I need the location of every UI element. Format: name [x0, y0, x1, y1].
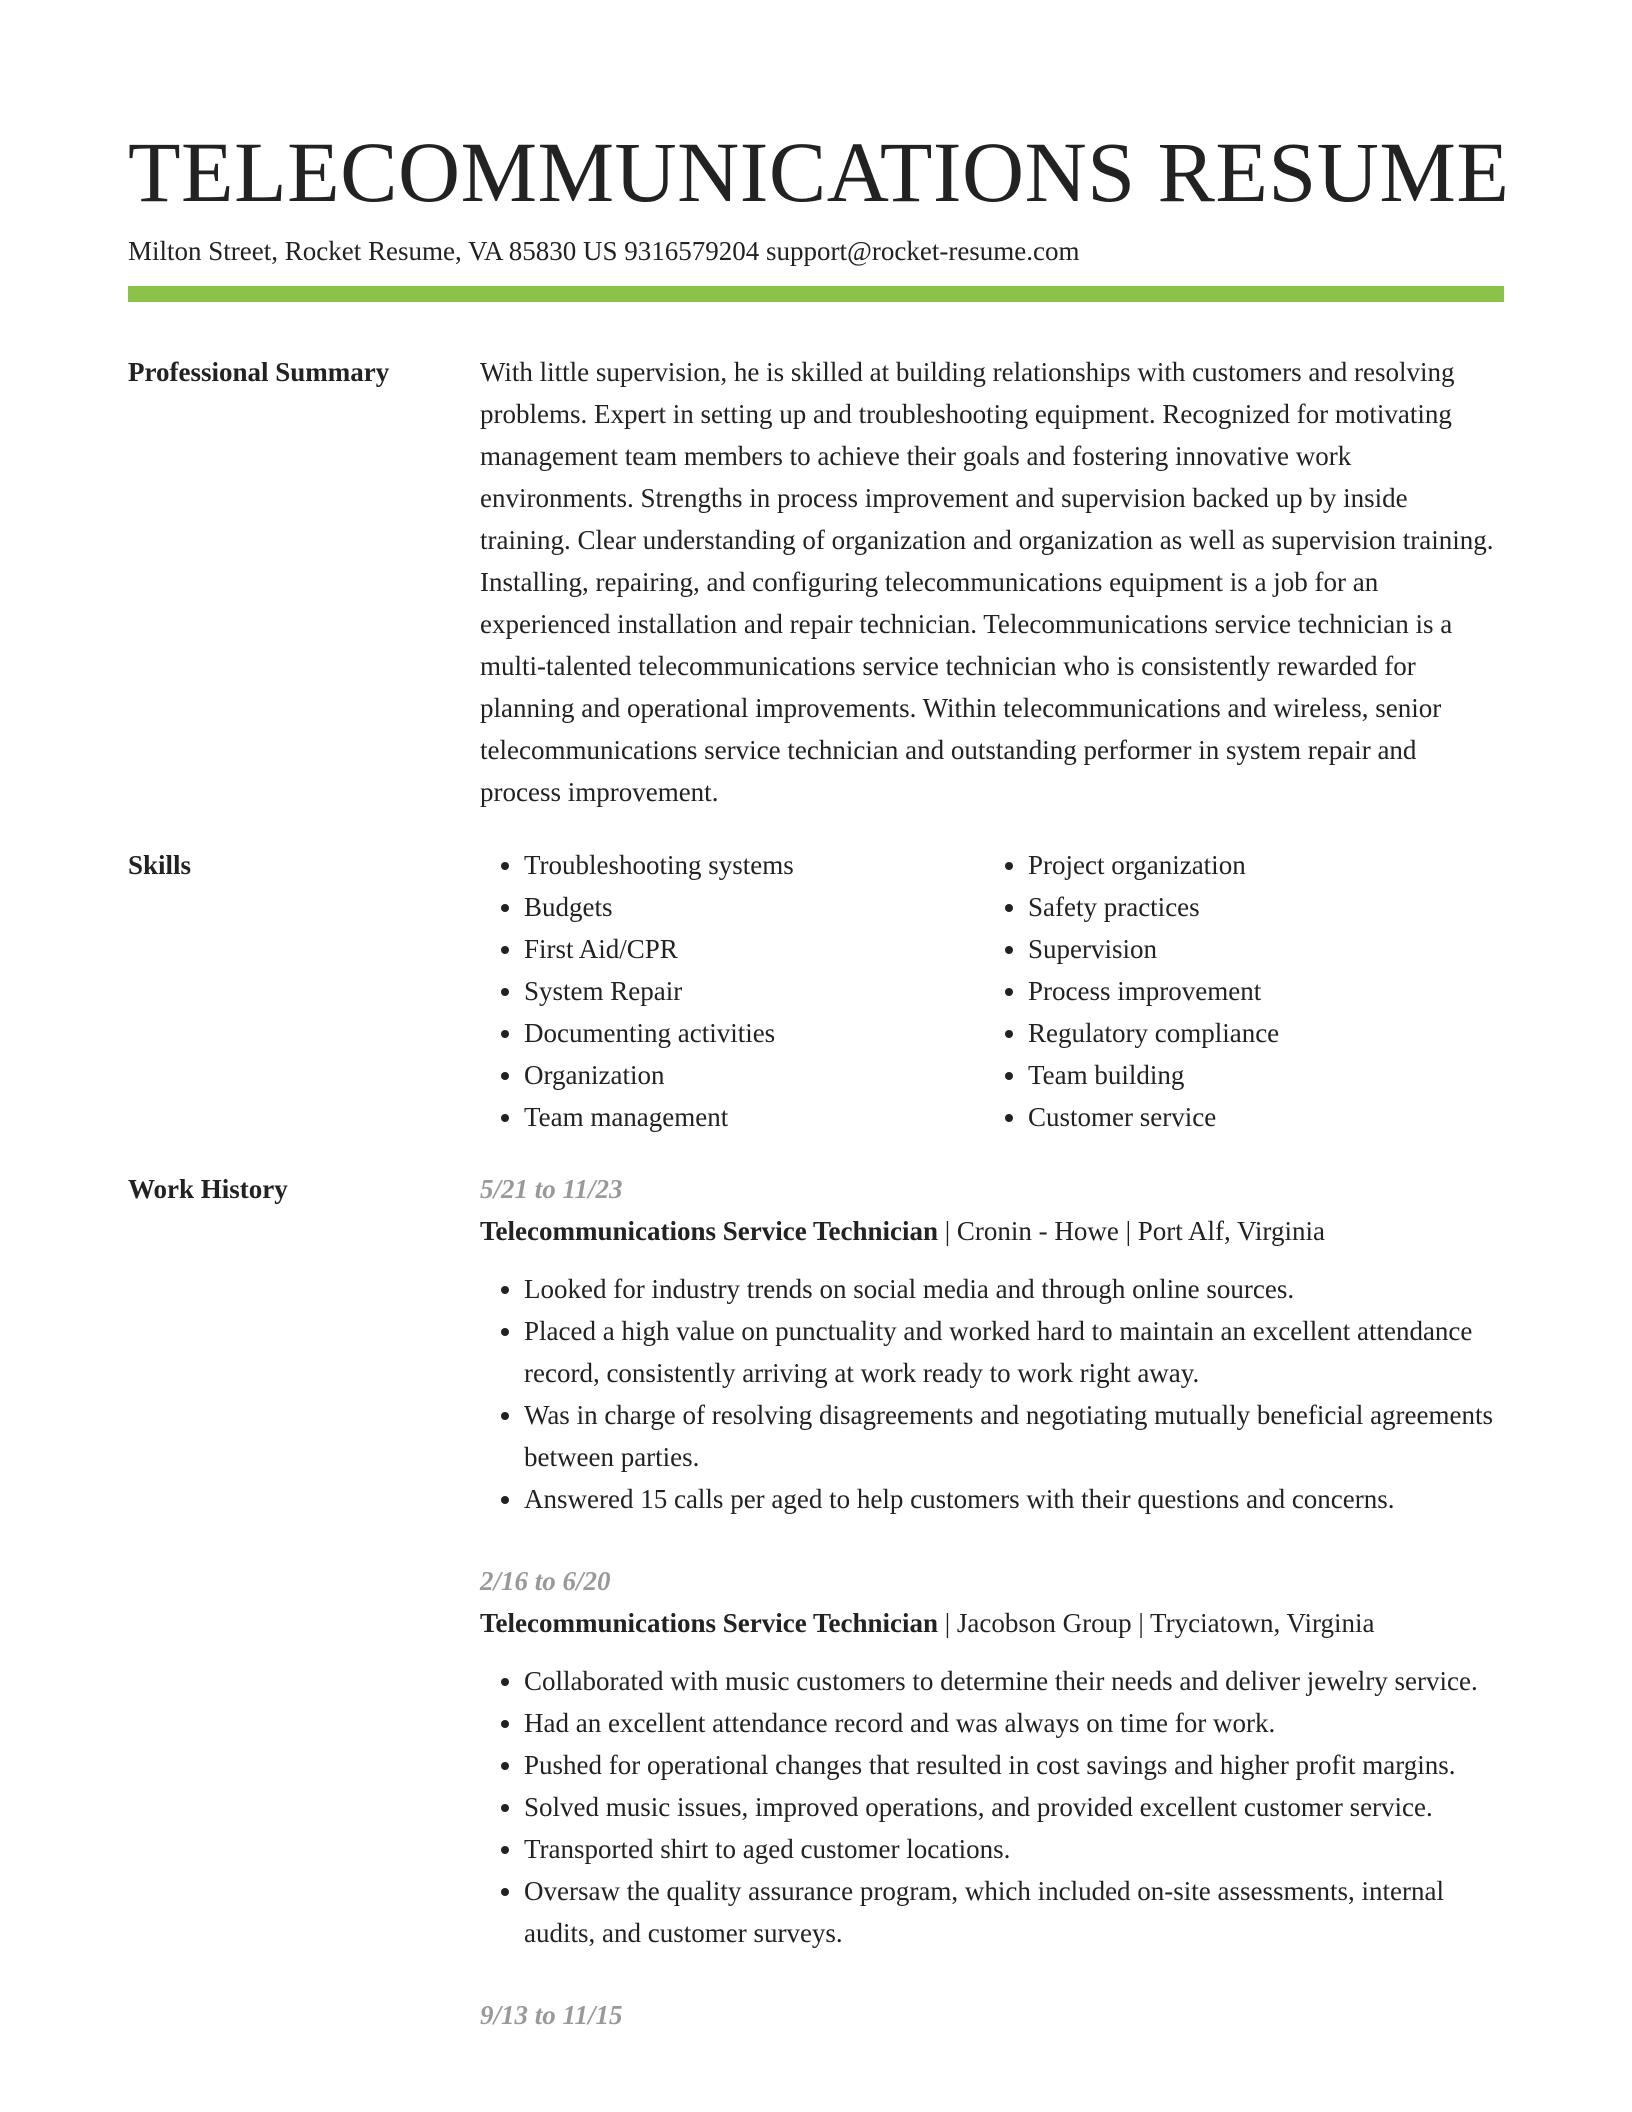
skill-item: • System Repair — [524, 970, 984, 1012]
skill-item: • Troubleshooting systems — [524, 844, 984, 886]
job-entry — [480, 1994, 1504, 2036]
skill-item: • First Aid/CPR — [524, 928, 984, 970]
section-label-skills: Skills — [128, 850, 192, 880]
job-dates: 5/21 to 11/23 — [480, 1174, 623, 1204]
section-label-work-history: Work History — [128, 1174, 288, 1204]
skill-item: • Safety practices — [1028, 886, 1488, 928]
resume-page — [128, 0, 1510, 2076]
job-bullet: • Looked for industry trends on social media and through online sources. — [524, 1268, 1504, 1310]
skill-item: • Team management — [524, 1096, 984, 1138]
contact-line: Milton Street, Rocket Resume, VA 85830 US 9316579204 support@rocket-resume.com — [128, 236, 1080, 266]
skill-item: • Documenting activities — [524, 1012, 984, 1054]
job-bullet: • Answered 15 calls per aged to help customers with their questions and concerns. — [524, 1478, 1504, 1520]
skills-columns — [480, 844, 1504, 1138]
skill-item: • Organization — [524, 1054, 984, 1096]
job-entry — [480, 1560, 1504, 1954]
summary-body — [480, 351, 1504, 813]
job-company-location: | Cronin - Howe | Port Alf, Virginia — [938, 1216, 1325, 1246]
job-bullet: • Pushed for operational changes that resulted in cost savings and higher profit margins. — [524, 1744, 1504, 1786]
job-title: Telecommunications Service Technician — [480, 1608, 938, 1638]
job-dates: 2/16 to 6/20 — [480, 1566, 611, 1596]
job-dates: 9/13 to 11/15 — [480, 2000, 623, 2030]
job-bullet: • Placed a high value on punctuality and worked hard to maintain an excellent attendance record, consistently arriving at work ready to work right away. — [524, 1310, 1504, 1394]
job-heading — [480, 1210, 1504, 1252]
job-bullet: • Oversaw the quality assurance program, which included on-site assessments, internal audits, and customer surveys. — [524, 1870, 1504, 1954]
skill-item: • Regulatory compliance — [1028, 1012, 1488, 1054]
skills-list-right — [984, 844, 1488, 1138]
job-company-location: | Jacobson Group | Tryciatown, Virginia — [938, 1608, 1375, 1638]
resume-title: TELECOMMUNICATIONS RESUME — [128, 124, 1510, 220]
job-bullet-list — [480, 1660, 1504, 1954]
skill-item: • Process improvement — [1028, 970, 1488, 1012]
summary-text: With little supervision, he is skilled at building relationships with customers and resolving problems. Expert in setting up and troubleshooting equipment. Recognized for motivating management team members to achieve their goals and fostering innovative work environments. Strengths in process improvement and supervision backed up by inside training. Clear understanding of organization and organization as well as supervision training. Installing, repairing, and configuring telecommunications equipment is a job for an experienced installation and repair technician. Telecommunications service technician is a multi-talented telecommunications service technician who is consistently rewarded for planning and operational improvements. Within telecommunications and wireless, senior telecommunications service technician and outstanding performer in system repair and process improvement. — [480, 357, 1494, 807]
professional-summary-section — [128, 351, 1504, 813]
work-history-body — [480, 1168, 1504, 2076]
job-entry — [480, 1168, 1504, 1520]
work-history-section — [128, 1168, 1504, 2076]
skill-item: • Supervision — [1028, 928, 1488, 970]
job-bullet-list — [480, 1268, 1504, 1520]
job-heading — [480, 1602, 1504, 1644]
job-bullet: • Transported shirt to aged customer locations. — [524, 1828, 1504, 1870]
accent-divider — [128, 286, 1504, 302]
job-bullet: • Had an excellent attendance record and was always on time for work. — [524, 1702, 1504, 1744]
job-title: Telecommunications Service Technician — [480, 1216, 938, 1246]
skill-item: • Customer service — [1028, 1096, 1488, 1138]
skill-item: • Team building — [1028, 1054, 1488, 1096]
job-bullet: • Collaborated with music customers to determine their needs and deliver jewelry service. — [524, 1660, 1504, 1702]
skills-section — [128, 844, 1504, 1138]
job-bullet: • Solved music issues, improved operations, and provided excellent customer service. — [524, 1786, 1504, 1828]
skill-item: • Budgets — [524, 886, 984, 928]
skills-list-left — [480, 844, 984, 1138]
job-bullet: • Was in charge of resolving disagreements and negotiating mutually beneficial agreements between parties. — [524, 1394, 1504, 1478]
skill-item: • Project organization — [1028, 844, 1488, 886]
section-label-summary: Professional Summary — [128, 357, 390, 387]
